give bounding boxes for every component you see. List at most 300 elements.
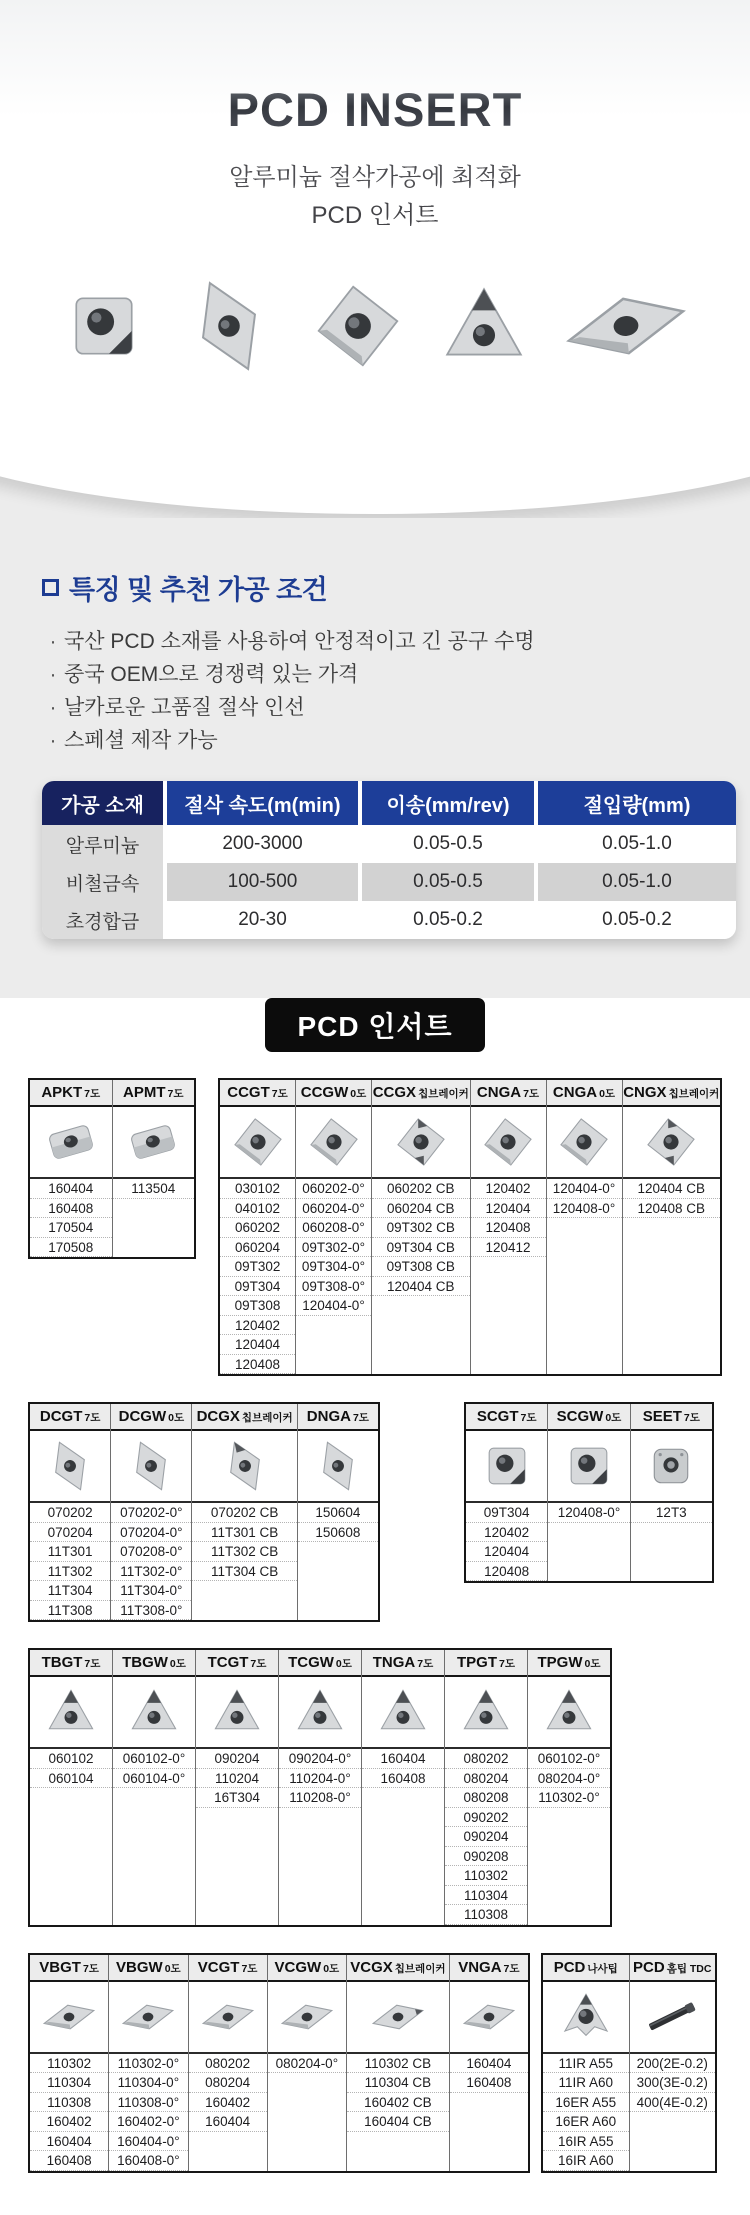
v-shape-insert-icon (564, 264, 688, 388)
insert-code-label: APKT (41, 1084, 83, 1101)
insert-column-cngx (622, 1080, 721, 1374)
insert-column-header (623, 1080, 721, 1107)
spec-material-cell: 알루미늄 (42, 825, 163, 863)
d55-insert-image (311, 1439, 365, 1493)
insert-size-item: 160408 (450, 2073, 528, 2093)
insert-column-header (111, 1404, 191, 1431)
tri-insert-image (293, 1685, 347, 1739)
insert-size-item: 200(2E-0.2) (630, 2054, 716, 2074)
insert-column-header (471, 1080, 546, 1107)
insert-size-item: 120408-0° (548, 1503, 629, 1523)
insert-column-group (28, 1402, 380, 1622)
insert-size-item: 120402 (471, 1179, 546, 1199)
c80-insert-image (481, 1115, 535, 1169)
v35-insert-image (280, 1990, 334, 2044)
catalog-banner: PCD 인서트 (265, 998, 485, 1052)
hero-section (0, 0, 750, 418)
insert-size-item: 110302 (30, 2054, 108, 2074)
insert-size-item: 160404 (30, 2132, 108, 2152)
tri-insert-image (210, 1685, 264, 1739)
insert-size-list (547, 1179, 622, 1374)
insert-angle-label: 7도 (84, 1412, 101, 1424)
insert-size-item: 400(4E-0.2) (630, 2093, 716, 2113)
insert-angle-label: 7도 (523, 1088, 540, 1100)
insert-photo-cell (30, 1431, 110, 1503)
feature-bullet-text: 스페셜 제작 가능 (64, 729, 218, 752)
insert-table-section-2 (0, 1402, 750, 1622)
insert-photo-cell (296, 1107, 371, 1179)
insert-size-list (268, 2054, 346, 2171)
insert-size-item: 11T302-0° (111, 1562, 191, 1582)
insert-column-dcgw (110, 1404, 191, 1620)
insert-size-item: 09T308 CB (372, 1257, 470, 1277)
insert-size-item: 09T302-0° (296, 1238, 371, 1258)
insert-code-label: DCGX (196, 1408, 240, 1425)
insert-photo-cell (445, 1677, 527, 1749)
insert-size-item: 120404 (466, 1542, 547, 1562)
insert-size-item: 09T304 (220, 1277, 295, 1297)
c80cb-insert-image (394, 1115, 448, 1169)
insert-size-item: 060202-0° (296, 1179, 371, 1199)
insert-code-label: TNGA (372, 1654, 416, 1671)
insert-size-item: 120404-0° (547, 1179, 622, 1199)
insert-column-cnga (546, 1080, 622, 1374)
tri-insert-image (459, 1685, 513, 1739)
spec-value-cell: 20-30 (167, 901, 358, 939)
insert-photo-cell (30, 1982, 108, 2054)
sq-insert-image (480, 1439, 534, 1493)
feature-bullet-text: 중국 OEM으로 경쟁력 있는 가격 (64, 663, 359, 686)
insert-size-list (113, 1179, 195, 1257)
insert-size-list (189, 2054, 267, 2171)
insert-size-list (111, 1503, 191, 1620)
insert-size-item: 120404 CB (372, 1277, 470, 1297)
v35-insert-image (121, 1990, 175, 2044)
spec-value-cell: 0.05-1.0 (538, 825, 736, 863)
insert-column-vcgw (267, 1955, 346, 2171)
insert-code-label: VCGX (350, 1958, 393, 1976)
insert-size-list (279, 1749, 361, 1925)
insert-size-item: 11IR A60 (543, 2073, 629, 2093)
insert-code-label: SCGW (556, 1408, 604, 1425)
spec-value-cell: 0.05-1.0 (538, 863, 736, 901)
insert-size-item: 160408 (362, 1769, 444, 1789)
insert-photo-cell (347, 1982, 449, 2054)
insert-size-list (528, 1749, 610, 1925)
insert-angle-label: 0도 (605, 1412, 622, 1424)
insert-size-item: 080204-0° (528, 1769, 610, 1789)
insert-size-item: 120408 CB (623, 1199, 721, 1219)
insert-angle-label: 7도 (503, 1962, 520, 1975)
insert-angle-label: 7도 (683, 1412, 700, 1424)
insert-size-list (192, 1503, 296, 1620)
insert-size-item: 060102-0° (113, 1749, 195, 1769)
insert-product-images (0, 264, 750, 388)
insert-column-header (547, 1080, 622, 1107)
insert-angle-label: 7도 (417, 1658, 434, 1670)
insert-code-label: CCGW (300, 1084, 349, 1101)
insert-column-header (113, 1080, 195, 1107)
insert-size-item: 060102 (30, 1749, 112, 1769)
insert-size-item: 110302 (445, 1866, 527, 1886)
insert-size-item: 110304 CB (347, 2073, 449, 2093)
insert-column-vbgw (108, 1955, 187, 2171)
insert-photo-cell (189, 1982, 267, 2054)
mill-insert-image (44, 1115, 98, 1169)
insert-code-label: APMT (123, 1084, 166, 1101)
spec-value-cell: 100-500 (167, 863, 358, 901)
c80-insert-image (557, 1115, 611, 1169)
insert-column-scgt (466, 1404, 547, 1581)
insert-column-header (543, 1955, 629, 1982)
insert-photo-cell (362, 1677, 444, 1749)
insert-code-label: VCGT (197, 1958, 240, 1976)
insert-size-item: 060204 CB (372, 1199, 470, 1219)
insert-photo-cell (30, 1677, 112, 1749)
insert-size-item: 120408 (466, 1562, 547, 1582)
insert-column-cnga (470, 1080, 546, 1374)
insert-photo-cell (372, 1107, 470, 1179)
insert-column-tbgw (112, 1650, 195, 1925)
insert-code-label: TCGW (288, 1654, 334, 1671)
insert-column-header (630, 1955, 716, 1982)
insert-photo-cell (623, 1107, 721, 1179)
insert-column-ccgt (220, 1080, 295, 1374)
insert-photo-cell (111, 1431, 191, 1503)
insert-size-list (450, 2054, 528, 2171)
diamond-55-insert-icon (180, 277, 278, 375)
insert-column-group (218, 1078, 722, 1376)
v35-insert-image (564, 264, 688, 388)
insert-column-group (541, 1953, 717, 2173)
insert-column-vcgt (188, 1955, 267, 2171)
insert-size-list (109, 2054, 187, 2171)
insert-angle-label: 0도 (584, 1658, 601, 1670)
insert-size-item: 120412 (471, 1238, 546, 1258)
insert-size-item: 120408-0° (547, 1199, 622, 1219)
d55-insert-image (180, 277, 278, 375)
spec-value-cell: 0.05-0.2 (362, 901, 534, 939)
chamfered-square-insert-icon (312, 280, 404, 372)
insert-angle-label: 0도 (350, 1088, 367, 1100)
insert-column-header (362, 1650, 444, 1677)
square-bullet-icon (42, 579, 59, 596)
insert-size-item: 150608 (298, 1523, 378, 1543)
insert-size-item: 120404-0° (296, 1296, 371, 1316)
feature-bullet (42, 691, 708, 724)
insert-code-label: CNGA (552, 1084, 598, 1101)
insert-column-header (548, 1404, 629, 1431)
insert-table-section-4 (0, 1953, 750, 2173)
insert-size-item: 16ER A55 (543, 2093, 629, 2113)
insert-column-header (30, 1080, 112, 1107)
insert-column-scgw (547, 1404, 629, 1581)
feature-bullet (42, 625, 708, 658)
insert-size-item: 070208-0° (111, 1542, 191, 1562)
insert-column-dnga (297, 1404, 378, 1620)
feature-bullet (42, 658, 708, 691)
insert-photo-cell (196, 1677, 278, 1749)
curved-divider (0, 418, 750, 518)
insert-photo-cell (220, 1107, 295, 1179)
insert-size-item: 160402 (189, 2093, 267, 2113)
tri-insert-image (438, 280, 530, 372)
spec-material-cell: 초경합금 (42, 901, 163, 939)
insert-size-list (445, 1749, 527, 1925)
insert-size-item: 080202 (445, 1749, 527, 1769)
hero-subtitle-line2: PCD 인서트 (311, 202, 439, 229)
insert-column-group (464, 1402, 714, 1583)
insert-angle-label: 0도 (599, 1088, 616, 1100)
insert-photo-cell (113, 1677, 195, 1749)
insert-size-item: 120402 (220, 1316, 295, 1336)
insert-photo-cell (268, 1982, 346, 2054)
insert-size-item: 11T308-0° (111, 1601, 191, 1621)
insert-column-header (279, 1650, 361, 1677)
insert-code-label: SCGT (476, 1408, 519, 1425)
insert-column-ccgx (371, 1080, 470, 1374)
feature-bullet-text: 국산 PCD 소재를 사용하여 안정적이고 긴 공구 수명 (64, 630, 535, 653)
spec-value-cell: 0.05-0.5 (362, 825, 534, 863)
insert-angle-label: 7도 (82, 1962, 99, 1975)
insert-size-item: 09T302 (220, 1257, 295, 1277)
bullet-dot-icon: · (49, 630, 57, 653)
insert-photo-cell (298, 1431, 378, 1503)
insert-column-pcd (543, 1955, 629, 2171)
insert-angle-label: 7도 (520, 1412, 537, 1424)
insert-size-list (362, 1749, 444, 1925)
insert-column-tpgt (444, 1650, 527, 1925)
insert-angle-label: 0도 (323, 1962, 340, 1975)
spec-header-cell: 이송(mm/rev) (362, 781, 534, 825)
insert-size-list (30, 2054, 108, 2171)
insert-column-apkt (30, 1080, 112, 1257)
insert-code-label: TBGW (122, 1654, 168, 1671)
insert-size-list (296, 1179, 371, 1374)
insert-angle-label: 7도 (499, 1658, 515, 1670)
insert-size-item: 080204 (189, 2073, 267, 2093)
insert-column-header (296, 1080, 371, 1107)
feature-bullet (42, 724, 708, 757)
insert-size-item: 09T302 CB (372, 1218, 470, 1238)
insert-column-header (445, 1650, 527, 1677)
insert-size-item: 120404 CB (623, 1179, 721, 1199)
insert-photo-cell (450, 1982, 528, 2054)
features-content (0, 518, 750, 1025)
v35cb-insert-image (371, 1990, 425, 2044)
insert-column-header (30, 1955, 108, 1982)
insert-column-vbgt (30, 1955, 108, 2171)
insert-size-list (631, 1503, 712, 1581)
insert-size-list (471, 1179, 546, 1374)
insert-size-item: 11T304 CB (192, 1562, 296, 1582)
insert-size-item: 110302 CB (347, 2054, 449, 2074)
insert-column-header (192, 1404, 296, 1431)
insert-photo-cell (113, 1107, 195, 1179)
insert-size-item: 160408 (30, 1199, 112, 1219)
insert-size-item: 060202 (220, 1218, 295, 1238)
insert-photo-cell (631, 1431, 712, 1503)
insert-size-item: 160402 CB (347, 2093, 449, 2113)
insert-code-label: PCD (553, 1958, 586, 1976)
insert-column-dcgx (191, 1404, 296, 1620)
insert-size-item: 170504 (30, 1218, 112, 1238)
spec-header-cell: 가공 소재 (42, 781, 163, 825)
seet-insert-image (644, 1439, 698, 1493)
d55-insert-image (43, 1439, 97, 1493)
insert-photo-cell (547, 1107, 622, 1179)
insert-photo-cell (543, 1982, 629, 2054)
insert-size-item: 110308-0° (109, 2093, 187, 2113)
insert-column-ccgw (295, 1080, 371, 1374)
insert-size-item: 080204 (445, 1769, 527, 1789)
insert-size-item: 160404 (189, 2112, 267, 2132)
insert-code-label: SEET (642, 1408, 682, 1425)
insert-code-label: TPGW (537, 1654, 583, 1671)
insert-size-item: 160408-0° (109, 2151, 187, 2171)
insert-photo-cell (192, 1431, 296, 1503)
v35-insert-image (201, 1990, 255, 2044)
insert-size-item: 09T304 (466, 1503, 547, 1523)
insert-size-item: 11T301 (30, 1542, 110, 1562)
square-milling-insert-icon (62, 284, 146, 368)
insert-column-vcgx (346, 1955, 449, 2171)
insert-size-item: 16IR A60 (543, 2151, 629, 2171)
insert-size-item: 090208 (445, 1847, 527, 1867)
insert-size-item: 11T302 (30, 1562, 110, 1582)
spec-material-cell: 비철금속 (42, 863, 163, 901)
insert-column-header (372, 1080, 470, 1107)
insert-size-item: 080204-0° (268, 2054, 346, 2074)
insert-column-header (528, 1650, 610, 1677)
insert-size-list (220, 1179, 295, 1374)
c80-insert-image (231, 1115, 285, 1169)
insert-code-label: VNGA (458, 1958, 502, 1976)
insert-column-tbgt (30, 1650, 112, 1925)
insert-code-label: DNGA (306, 1408, 351, 1425)
insert-code-label: VCGW (274, 1958, 322, 1976)
insert-catalog-section (0, 998, 750, 2215)
v35-insert-image (462, 1990, 516, 2044)
insert-column-header (30, 1650, 112, 1677)
insert-angle-label: 7도 (271, 1088, 288, 1100)
insert-angle-label: 칩브레이커 (418, 1088, 469, 1100)
insert-size-item: 12T3 (631, 1503, 712, 1523)
insert-size-item: 070204 (30, 1523, 110, 1543)
insert-size-item: 110304 (445, 1886, 527, 1906)
insert-size-item: 060104 (30, 1769, 112, 1789)
insert-size-list (548, 1503, 629, 1581)
insert-table-section-1 (0, 1078, 750, 1376)
insert-size-item: 160404 (450, 2054, 528, 2074)
insert-size-item: 160404 CB (347, 2112, 449, 2132)
insert-size-item: 110208-0° (279, 1788, 361, 1808)
insert-photo-cell (548, 1431, 629, 1503)
insert-size-item: 11T304 (30, 1581, 110, 1601)
insert-size-list (30, 1179, 112, 1257)
insert-size-item: 110308 (30, 2093, 108, 2113)
insert-code-label: PCD (633, 1958, 665, 1976)
insert-column-header (347, 1955, 449, 1982)
insert-angle-label: 0도 (169, 1658, 186, 1670)
insert-size-item: 160402-0° (109, 2112, 187, 2132)
insert-angle-label: 7도 (352, 1412, 369, 1424)
triangle-insert-icon (438, 280, 530, 372)
insert-size-item: 070202 CB (192, 1503, 296, 1523)
sq-insert-image (562, 1439, 616, 1493)
insert-size-item: 060204-0° (296, 1199, 371, 1219)
insert-size-item: 110204 (196, 1769, 278, 1789)
insert-angle-label: 7도 (84, 1658, 101, 1670)
insert-size-item: 060204 (220, 1238, 295, 1258)
insert-size-item: 09T308-0° (296, 1277, 371, 1297)
insert-size-item: 11T302 CB (192, 1542, 296, 1562)
feature-section (0, 418, 750, 1025)
d55cb-insert-image (218, 1439, 272, 1493)
insert-column-header (466, 1404, 547, 1431)
insert-column-tpgw (527, 1650, 610, 1925)
insert-size-item: 060202 CB (372, 1179, 470, 1199)
insert-angle-label: 0도 (168, 1412, 185, 1424)
insert-size-list (372, 1179, 470, 1374)
insert-column-seet (630, 1404, 712, 1581)
insert-photo-cell (279, 1677, 361, 1749)
insert-code-label: CCGX (372, 1084, 417, 1101)
insert-code-label: DCGT (39, 1408, 83, 1425)
insert-size-item: 110304 (30, 2073, 108, 2093)
insert-size-item: 11T301 CB (192, 1523, 296, 1543)
insert-size-item: 11T308 (30, 1601, 110, 1621)
spec-value-cell: 0.05-0.2 (538, 901, 736, 939)
insert-size-item: 160404 (30, 1179, 112, 1199)
insert-size-list (623, 1179, 721, 1374)
insert-photo-cell (528, 1677, 610, 1749)
insert-angle-label: 칩브레이커 (241, 1412, 293, 1424)
bullet-dot-icon: · (49, 729, 57, 752)
insert-catalog-tables (0, 1078, 750, 2173)
insert-size-item: 030102 (220, 1179, 295, 1199)
insert-size-item: 070202-0° (111, 1503, 191, 1523)
insert-angle-label: 7도 (250, 1658, 267, 1670)
insert-code-label: CCGT (227, 1084, 270, 1101)
insert-column-dcgt (30, 1404, 110, 1620)
c80cb-insert-image (644, 1115, 698, 1169)
spec-header-cell: 절입량(mm) (538, 781, 736, 825)
insert-table-section-3 (0, 1648, 750, 1927)
insert-size-list (196, 1749, 278, 1925)
insert-size-item: 160408 (30, 2151, 108, 2171)
insert-size-item: 16T304 (196, 1788, 278, 1808)
insert-column-header (450, 1955, 528, 1982)
insert-size-item: 080208 (445, 1788, 527, 1808)
tri-insert-image (44, 1685, 98, 1739)
insert-photo-cell (471, 1107, 546, 1179)
tri-insert-image (127, 1685, 181, 1739)
c80-insert-image (307, 1115, 361, 1169)
insert-column-group (28, 1953, 530, 2173)
v35-insert-image (42, 1990, 96, 2044)
spec-header-cell: 절삭 속도(m(min) (167, 781, 358, 825)
insert-size-item: 090204 (196, 1749, 278, 1769)
insert-size-item: 110304-0° (109, 2073, 187, 2093)
insert-angle-label: 7도 (241, 1962, 258, 1975)
insert-angle-label: 칩브레이커 (668, 1088, 720, 1100)
insert-size-item: 090202 (445, 1808, 527, 1828)
hero-subtitle-line1: 알루미늄 절삭가공에 최적화 (229, 164, 521, 191)
insert-column-header (30, 1404, 110, 1431)
feature-bullet-text: 날카로운 고품질 절삭 인선 (64, 696, 305, 719)
d55-insert-image (124, 1439, 178, 1493)
